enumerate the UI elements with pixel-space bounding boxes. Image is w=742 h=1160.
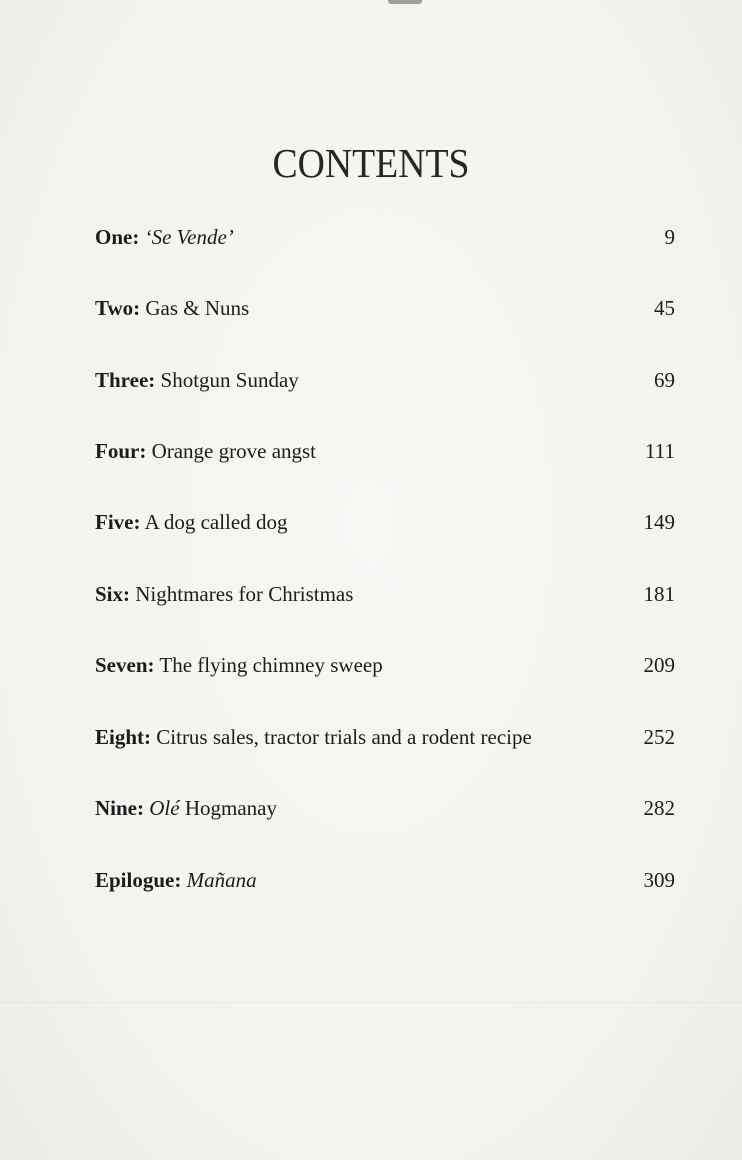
chapter-number: Nine: — [95, 796, 144, 820]
page-number: 209 — [643, 653, 675, 677]
page-title: CONTENTS — [272, 140, 470, 187]
chapter-number: One: — [95, 225, 140, 249]
chapter-title-italic: Olé — [149, 796, 180, 820]
chapter-number: Five: — [95, 510, 141, 534]
toc-entry-label — [95, 220, 234, 254]
toc-entry-seven — [95, 648, 675, 682]
chapter-title: Citrus sales, tractor trials and a rodent recipe — [156, 725, 532, 749]
page-number: 111 — [645, 439, 675, 463]
chapter-title: Nightmares for Christmas — [135, 582, 354, 606]
toc-entry-label — [95, 791, 277, 825]
page-number: 69 — [654, 368, 675, 392]
page-number: 9 — [664, 225, 675, 249]
toc-entry-one — [95, 220, 675, 254]
toc-entry-label — [95, 434, 316, 468]
chapter-number: Two: — [95, 296, 141, 320]
chapter-number: Three: — [95, 368, 156, 392]
toc-entry-eight — [95, 720, 675, 754]
chapter-title: Shotgun Sunday — [160, 368, 299, 392]
chapter-title: Gas & Nuns — [145, 296, 250, 320]
chapter-number: Eight: — [95, 725, 152, 749]
toc-entry-nine — [95, 791, 675, 825]
toc-entry-label — [95, 363, 299, 397]
chapter-title-suffix: Hogmanay — [179, 796, 277, 820]
page-number: 45 — [654, 296, 675, 320]
toc-entry-label — [95, 577, 353, 611]
chapter-number: Six: — [95, 582, 131, 606]
toc-entry-five — [95, 505, 675, 539]
chapter-number: Seven: — [95, 653, 155, 677]
chapter-number: Epilogue: — [95, 868, 182, 892]
toc-entry-two — [95, 291, 675, 325]
toc-entry-label — [95, 291, 249, 325]
page-number: 149 — [643, 510, 675, 534]
chapter-title-italic: Mañana — [186, 868, 257, 892]
chapter-title: Orange grove angst — [151, 439, 317, 463]
toc-entry-six — [95, 577, 675, 611]
toc-entry-epilogue — [95, 863, 675, 897]
page-number: 309 — [643, 868, 675, 892]
paper-crease — [0, 1002, 742, 1003]
page-number: 181 — [643, 582, 675, 606]
toc-entry-label — [95, 863, 257, 897]
page-number: 252 — [643, 725, 675, 749]
toc-entry-three — [95, 363, 675, 397]
chapter-title: The flying chimney sweep — [159, 653, 383, 677]
chapter-number: Four: — [95, 439, 147, 463]
toc-entry-label — [95, 505, 287, 539]
page-number: 282 — [643, 796, 675, 820]
toc-entry-label — [95, 720, 532, 754]
chapter-title-italic: ‘Se Vende’ — [144, 225, 234, 249]
toc-entry-label — [95, 648, 383, 682]
page-edge-mark — [388, 0, 422, 4]
chapter-title: A dog called dog — [144, 510, 288, 534]
toc-entry-four — [95, 434, 675, 468]
